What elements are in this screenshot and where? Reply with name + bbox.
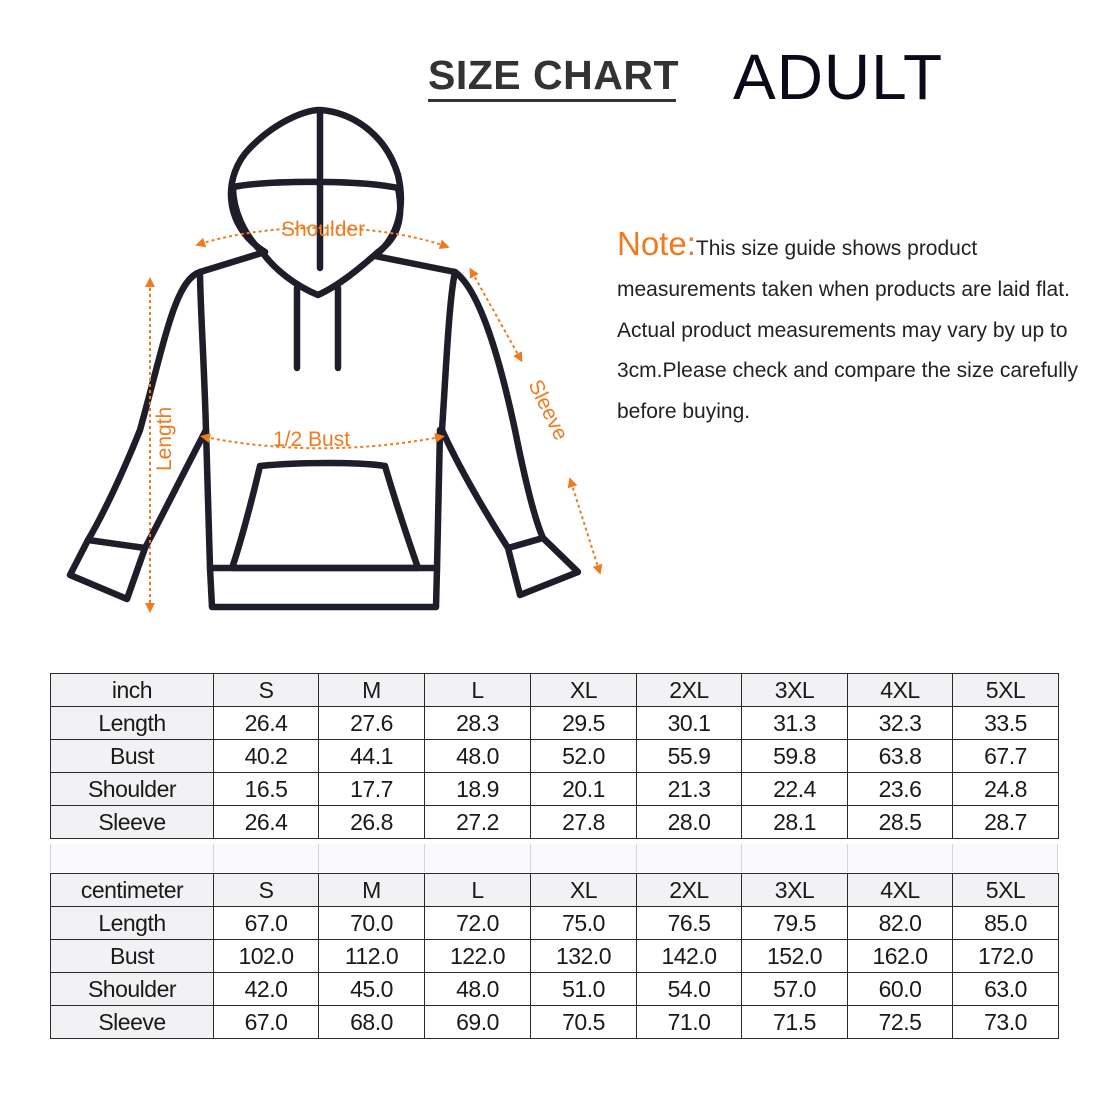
table-cell: 142.0: [637, 940, 742, 973]
bust-label: 1/2 Bust: [273, 428, 351, 451]
measure-arrows: [150, 228, 599, 608]
row-label: Length: [51, 907, 214, 940]
table-cell: 57.0: [742, 973, 848, 1006]
table-cell: 22.4: [742, 773, 848, 806]
table-cell: 73.0: [953, 1006, 1059, 1039]
table-cell: 63.8: [848, 740, 953, 773]
table-cell: 67.0: [214, 907, 319, 940]
table-cell: 59.8: [742, 740, 848, 773]
table-cell: 72.5: [848, 1006, 953, 1039]
size-header: L: [425, 874, 531, 907]
table-cell: 67.7: [953, 740, 1059, 773]
size-header: M: [319, 874, 425, 907]
table-cell: 28.3: [425, 707, 531, 740]
size-header: XL: [531, 674, 637, 707]
table-cell: 68.0: [319, 1006, 425, 1039]
table-cell: 40.2: [214, 740, 319, 773]
table-cell: 122.0: [425, 940, 531, 973]
table-cell: 67.0: [214, 1006, 319, 1039]
table-cell: 26.8: [319, 806, 425, 839]
row-label: Sleeve: [51, 1006, 214, 1039]
table-cell: 79.5: [742, 907, 848, 940]
table-cell: 51.0: [531, 973, 637, 1006]
table-cell: 162.0: [848, 940, 953, 973]
table-cell: 24.8: [953, 773, 1059, 806]
note-label: Note:: [617, 225, 696, 262]
table-spacer: [50, 844, 1058, 872]
table-cell: 102.0: [214, 940, 319, 973]
row-label: Sleeve: [51, 806, 214, 839]
table-row: [51, 773, 1059, 806]
table-cell: 33.5: [953, 707, 1059, 740]
table-cell: 54.0: [637, 973, 742, 1006]
table-cell: 82.0: [848, 907, 953, 940]
table-cell: 112.0: [319, 940, 425, 973]
table-cell: 76.5: [637, 907, 742, 940]
table-cell: 28.1: [742, 806, 848, 839]
table-cell: 27.8: [531, 806, 637, 839]
size-header: 2XL: [637, 674, 742, 707]
unit-label: inch: [51, 674, 214, 707]
table-cell: 17.7: [319, 773, 425, 806]
table-cell: 18.9: [425, 773, 531, 806]
sleeve-label: Sleeve: [523, 376, 573, 444]
table-row: [51, 806, 1059, 839]
hoodie-diagram: [40, 95, 640, 635]
table-cell: 63.0: [953, 973, 1059, 1006]
table-cell: 26.4: [214, 707, 319, 740]
sleeve-arrow-lower: [571, 482, 599, 570]
centimeter-table: [50, 873, 1058, 1039]
table-cell: 28.7: [953, 806, 1059, 839]
note-block: [617, 224, 1087, 433]
table-cell: 70.5: [531, 1006, 637, 1039]
size-header: S: [214, 674, 319, 707]
table-row: [51, 740, 1059, 773]
hoodie-outline: [70, 110, 578, 607]
table-cell: 16.5: [214, 773, 319, 806]
length-label: Length: [153, 406, 176, 471]
table-cell: 132.0: [531, 940, 637, 973]
table-cell: 31.3: [742, 707, 848, 740]
size-header: 5XL: [953, 674, 1059, 707]
table-cell: 29.5: [531, 707, 637, 740]
table-cell: 152.0: [742, 940, 848, 973]
table-row: [51, 973, 1059, 1006]
size-header: S: [214, 874, 319, 907]
table-cell: 69.0: [425, 1006, 531, 1039]
unit-label: centimeter: [51, 874, 214, 907]
table-cell: 60.0: [848, 973, 953, 1006]
table-cell: 20.1: [531, 773, 637, 806]
table-row: [51, 907, 1059, 940]
note-text: This size guide shows product measurements taken when products are laid flat. Actual product measurements may vary by up to 3cm.Please check and compare the size carefully before buying.: [617, 237, 1079, 424]
table-cell: 27.2: [425, 806, 531, 839]
shoulder-label: Shoulder: [281, 218, 366, 241]
table-row: [51, 707, 1059, 740]
page-subtitle: ADULT: [733, 41, 944, 113]
size-header: XL: [531, 874, 637, 907]
inch-table: [50, 673, 1058, 839]
table-cell: 23.6: [848, 773, 953, 806]
table-cell: 26.4: [214, 806, 319, 839]
table-cell: 28.5: [848, 806, 953, 839]
table-cell: 21.3: [637, 773, 742, 806]
table-cell: 172.0: [953, 940, 1059, 973]
table-header-row: [51, 874, 1059, 907]
table-cell: 55.9: [637, 740, 742, 773]
table-row: [51, 1006, 1059, 1039]
table-cell: 44.1: [319, 740, 425, 773]
table-header-row: [51, 674, 1059, 707]
size-header: 4XL: [848, 874, 953, 907]
table-cell: 32.3: [848, 707, 953, 740]
table-cell: 72.0: [425, 907, 531, 940]
row-label: Shoulder: [51, 973, 214, 1006]
table-cell: 28.0: [637, 806, 742, 839]
size-header: 4XL: [848, 674, 953, 707]
table-row: [51, 940, 1059, 973]
row-label: Length: [51, 707, 214, 740]
table-cell: 70.0: [319, 907, 425, 940]
table-cell: 71.0: [637, 1006, 742, 1039]
page-title: SIZE CHART: [428, 52, 679, 98]
table-cell: 71.5: [742, 1006, 848, 1039]
table-cell: 75.0: [531, 907, 637, 940]
size-header: 2XL: [637, 874, 742, 907]
table-cell: 48.0: [425, 973, 531, 1006]
row-label: Bust: [51, 740, 214, 773]
table-cell: 85.0: [953, 907, 1059, 940]
table-cell: 48.0: [425, 740, 531, 773]
table-cell: 42.0: [214, 973, 319, 1006]
size-header: 5XL: [953, 874, 1059, 907]
row-label: Shoulder: [51, 773, 214, 806]
table-cell: 45.0: [319, 973, 425, 1006]
table-cell: 30.1: [637, 707, 742, 740]
table-cell: 52.0: [531, 740, 637, 773]
size-header: 3XL: [742, 874, 848, 907]
table-cell: 27.6: [319, 707, 425, 740]
size-header: 3XL: [742, 674, 848, 707]
size-header: M: [319, 674, 425, 707]
size-header: L: [425, 674, 531, 707]
row-label: Bust: [51, 940, 214, 973]
